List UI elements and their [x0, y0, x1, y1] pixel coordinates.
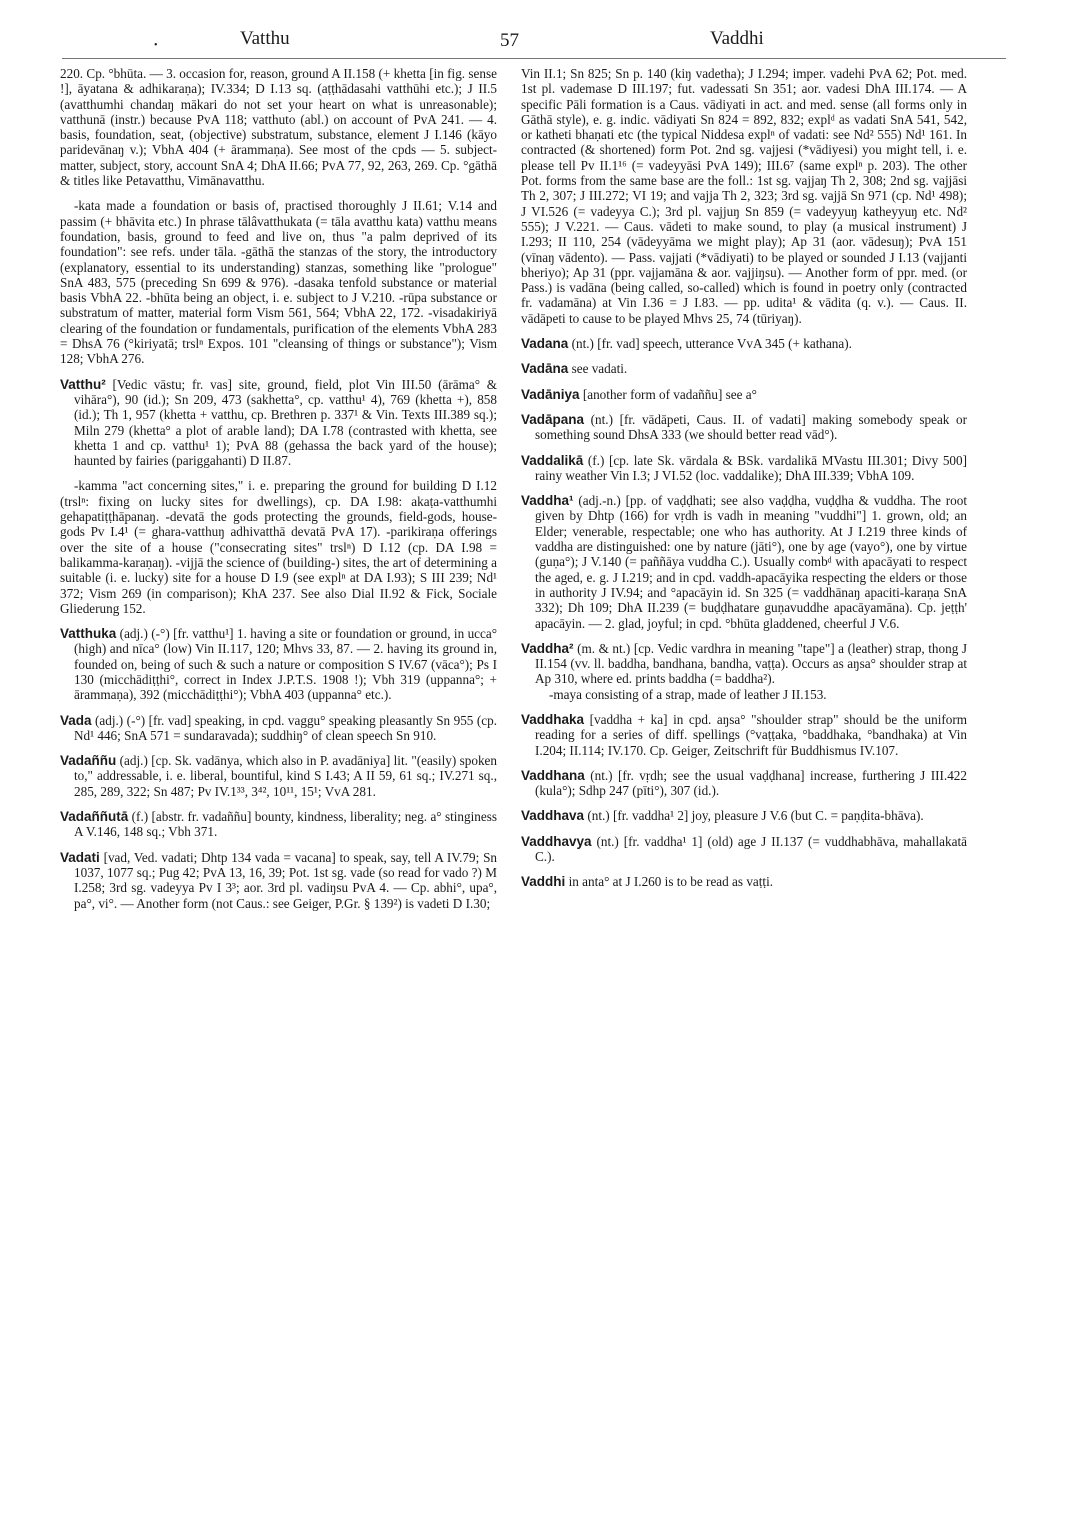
entry-text: (f.) [cp. late Sk. vārdala & BSk. vardalikā MVastu III.301; Divy 500] rainy weather Vin I.3; J VI.52 (loc. vaddalike); DhA III.339; VbhA 109. [535, 452, 967, 483]
entry-vadati [60, 850, 497, 911]
entry-vatthu2-compounds [60, 478, 497, 616]
headword: Vadana [521, 336, 569, 352]
entry-text: (nt.) [fr. vad] speech, utterance VvA 345 (+ kathana). [568, 336, 852, 352]
entry-vadannu [60, 753, 497, 799]
left-column [60, 66, 497, 921]
entry-vaddhava [521, 808, 967, 823]
entry-text: [vaddha + ka] in cpd. aŋsa° "shoulder strap" should be the uniform reading for a series of diff. spellings (°vaṭṭaka, °baddhaka, °bandhaka) at Vin I.204; II.114; IV.170. Cp. Geiger, Zeitschrift für Buddhismus IV.107. [535, 711, 967, 758]
headword: Vadāniya [521, 386, 580, 402]
entry-text: (m. & nt.) [cp. Vedic vardhra in meaning "tape"] a (leather) strap, thong J II.154 (vv. ll. baddha, bandhana, bandha, vaṭṭa). Occurs as aŋsa° shoulder strap at Ap 310, where ed. prints baddha (= baddha²). [535, 640, 967, 687]
entry-text: (nt.) [fr. vādāpeti, Caus. II. of vadati] making somebody speak or something sound DhsA 333 (we should better read vād°). [535, 411, 967, 443]
entry-vatthuka [60, 626, 497, 702]
entry-text: (adj.-n.) [pp. of vaḍḍhati; see also vaḍḍha, vuḍḍha & vuddha. The root given by Dhtp (166) for vṛdh is vadh in meaning "vuddhi"] 1. grown, old; an Elder; venerable, respectable; one who has authority. At J I.219 three kinds of vaddha are distinguished: one by nature (jāti°), one by age (vayo°), one by virtue (guṇa°); J V.140 (= paññāya vuddha C.). Usually combᵈ with apacāyati to respect the aged, e. g. J I.219; and in cpd. vaddh-apacāyika respecting the elders or those in authority J IV.94; and °apacāyin id. Sn 325 (= vaddhānaŋ apaciti-karaṇa SnA 332); Dh 109; DhA II.239 (= buḍḍhatare guṇavuddhe apacāyamāna). Cp. jeṭṭh' apacāyin. — 2. glad, joyful; in cpd. °bhūta gladdened, cheerful J V.6. [535, 493, 967, 631]
headword: Vaddhaka [521, 711, 585, 727]
entry-text: (adj.) [cp. Sk. vadānya, which also in P. avadāniya] lit. "(easily) spoken to," addressable, i. e. liberal, bountiful, kind S I.43; A II 59, 61 sq.; IV.271 sq., 285, 289, 322; Sn 487; Pv IV.1³³, 3⁴², 10¹¹, 15¹; VvA 281. [74, 753, 497, 799]
entry-text: 220. Cp. °bhūta. — 3. occasion for, reason, ground A II.158 (+ khetta [in fig. sense !], āyatana & adhikaraṇa); IV.334; D I.13 sq. (aṭṭhādasahi vatthūhi etc.); J II.5 (avatthumhi chandaŋ mākari do not set your heart on what is unreasonable); vatthunā (instr.) because PvA 118; vatthuto (abl.) on account of PvA 241. — 4. basis, foundation, seat, (objective) substratum, substance, element J I.146 (kāyo paridevānaŋ v.); VbhA 404 (+ ārammaṇa). See most of the cpds — 5. subject-matter, subject, story, account SnA 4; DhA II.66; PvA 77, 92, 263, 269. Cp. °gāthā & titles like Petavatthu, Vimānavatthu. [60, 66, 497, 189]
entry-text: Vin II.1; Sn 825; Sn p. 140 (kiŋ vadetha); J I.294; imper. vadehi PvA 62; Pot. med. 1st pl. vademase D III.197; fut. vadessati Sn 351; aor. vadesi DhA III.174. — A specific Pāli formation is a Caus. vādiyati in act. and med. sense (all forms only in Gāthā style), e. g. indic. vādiyati Sn 824 = 892, 832; explᵈ as vadati SnA 541, 542, or katheti bhaṇati etc (the typical Niddesa explⁿ of vadati: see Nd² 555) Nd¹ 161. In contracted (& shortened) form Pot. 2nd sg. vajjesi (*vādiyesi) you might tell, i. e. please tell Pv II.1¹⁶ (= vadeyyāsi PvA 149); III.6⁷ (same explⁿ p. 203). The other Pot. forms from the same base are the foll.: 1st sg. vajjaŋ Th 2, 308; 2nd sg. vajjāsi Th 2, 307; J III.272; VI 19; and vajja Th 2, 323; 3rd sg. vajjā Sn 971 (cp. Nd¹ 498); J VI.526 (= vadeyya C.); 3rd pl. vajjuŋ Sn 859 (= vadeyyuŋ katheyyuŋ etc. Nd² 555); J V.221. — Caus. vādeti to make sound, to play (a musical instrument) J I.293; II 110, 254 (vādeyyāma we might play); Ap 31 (aor. vādesuŋ); PvA 151 (vīnaŋ vādento). — Pass. vajjati (*vādiyati) to be played or sounded J I.13 (vajjanti bheriyo); Ap 31 (ppr. vajjamāna & aor. vajjiŋsu). — Another form of ppr. med. (or Pass.) is vadāna (being called, so-called) which is found in poetry only (contracted fr. vadamāna) at Vin I.36 = J I.83. — pp. udita¹ & vādita (q. v.). — Caus. II. vādāpeti to cause to be played Mhvs 25, 74 (tūriyaŋ). [521, 66, 967, 326]
header-left-guideword: Vatthu [240, 28, 290, 49]
headword: Vadaññutā [60, 809, 129, 825]
entry-text: -kamma "act concerning sites," i. e. preparing the ground for building D I.12 (trslⁿ: fixing on lucky sites for dwellings), cp. DA I.98: akaṭa-vatthumhi gehapatiṭṭhāpanaŋ. -devatā the gods protecting the grounds, field-gods, house-gods Pv I.4¹ (= ghara-vatthuŋ adhivatthā devatā PvA 17). -parikiraṇa offerings over the site of a house ("consecrating sites" trslⁿ) D I.12 (cp. DA I.98 = balikamma-karaṇaŋ). -vijjā the science of (building-) sites, the art of determining a suitable (i. e. lucky) site for a house D I.9 (see explⁿ at DA I.93); S III 239; Nd¹ 372; Vism 269 (in comparison); KhA 237. See also Dial II.92 & Fick, Sociale Gliederung 152. [60, 478, 497, 616]
entry-text: (nt.) [fr. vaddha¹ 1] (old) age J II.137 (= vuddhabhāva, mahallakatā C.). [535, 833, 967, 865]
headword: Vaddhavya [521, 833, 592, 849]
entry-text: (nt.) [fr. vṛdh; see the usual vaḍḍhana] increase, furthering J III.422 (kula°); Sdhp 247 (pīti°), 307 (id.). [535, 767, 967, 799]
entry-vadati-continuation [521, 66, 967, 326]
headword: Vaddha² [521, 640, 574, 656]
entry-text: see vadati. [568, 361, 628, 377]
entry-text: (nt.) [fr. vaddha¹ 2] joy, pleasure J V.6 (but C. = paṇḍita-bhāva). [584, 808, 924, 824]
entry-text: (adj.) (-°) [fr. vatthu¹] 1. having a site or foundation or ground, in ucca° (high) and nīca° (low) Vin II.117, 120; Mhvs 33, 87. — 2. having its ground in, founded on, being of such & such a nature or composition S IV.67 (vāca°); Ps I 130 (micchādiṭṭhi°, correct in Index J.P.T.S. 1908 !); Vbh 319 (uppanna°; + ārammaṇa), 392 (micchādiṭṭhi°); VbhA 403 (uppanna° etc.). [74, 626, 497, 703]
entry-vaddalika [521, 453, 967, 484]
entry-vaddha2-compound [521, 687, 967, 702]
headword: Vadāna [521, 361, 569, 377]
headword: Vatthu² [60, 376, 106, 392]
entry-vaddhavya [521, 834, 967, 865]
entry-vadaniya [521, 387, 967, 402]
entry-vatthu2 [60, 377, 497, 469]
headword: Vaddhi [521, 874, 566, 890]
entry-text: (f.) [abstr. fr. vadaññu] bounty, kindness, liberality; neg. a° stinginess A V.146, 148 sq.; Vbh 371. [74, 809, 497, 840]
entry-text: (adj.) (-°) [fr. vad] speaking, in cpd. vaggu° speaking pleasantly Sn 955 (cp. Nd¹ 446; SnA 571 = sundaravada); suddhiŋ° of clean speech Sn 910. [74, 712, 497, 743]
entry-text: in anta° at J I.260 is to be read as vaṭṭi. [565, 874, 774, 890]
entry-vatthu1-continuation [60, 66, 497, 188]
entry-vaddha1 [521, 493, 967, 631]
headword: Vatthuka [60, 626, 117, 642]
entry-vaddhaka [521, 712, 967, 758]
entry-text: [another form of vadaññu] see a° [579, 386, 757, 402]
headword: Vadati [60, 849, 100, 865]
column-separator [507, 60, 508, 1420]
headword: Vaddhava [521, 808, 585, 824]
right-column [521, 66, 967, 900]
entry-vadana [521, 336, 967, 351]
entry-vaddhi [521, 874, 967, 889]
entry-vatthu1-compounds [60, 198, 497, 366]
entry-text: [vad, Ved. vadati; Dhtp 134 vada = vacana] to speak, say, tell A IV.79; Sn 1037, 1077 sq.; Pug 42; PvA 13, 16, 39; Pot. 1st sg. vade (so read for vado ?) M I.258; 3rd sg. vadeyya Pv I 3³; aor. 3rd pl. vadiŋsu PvA 4. — Cp. abhi°, upa°, pa°, vi°. — Another form (not Caus.: see Geiger, P.Gr. § 139²) is vadeti D I.30; [74, 849, 497, 911]
entry-vaddha2 [521, 641, 967, 687]
entry-text: -maya consisting of a strap, made of leather J II.153. [549, 686, 827, 702]
header-rule [62, 58, 1006, 59]
header-dot: • [154, 40, 158, 51]
headword: Vaddalikā [521, 452, 584, 468]
headword: Vadāpana [521, 411, 585, 427]
entry-vaddhana [521, 768, 967, 799]
page-number: 57 [500, 30, 519, 51]
entry-vadannuta [60, 809, 497, 840]
headword: Vada [60, 712, 92, 728]
headword: Vaddhana [521, 767, 585, 783]
headword: Vadaññu [60, 753, 117, 769]
page-header [60, 22, 1000, 58]
entry-vadana-long [521, 361, 967, 376]
header-right-guideword: Vaddhi [710, 28, 764, 49]
entry-vadapana [521, 412, 967, 443]
entry-vada [60, 713, 497, 744]
entry-text: [Vedic vāstu; fr. vas] site, ground, field, plot Vin III.50 (ārāma° & vihāra°), 90 (id.); Sn 209, 473 (sakhetta°, cp. vatthu¹ 4), 769 (khetta +), 858 (id.); Th 1, 957 (khetta + vatthu, cp. Brethren p. 337¹ & Vin. Texts III.389 sq.); Miln 279 (khetta° a plot of arable land); DA I.78 (contrasted with khetta, see khetta 1 and cp. vatthu¹ 1); PvA 88 (gehassa the back yard of the house); haunted by fairies (pariggahanti) D II.87. [74, 376, 497, 469]
entry-text: -kata made a foundation or basis of, practised thoroughly J II.61; V.14 and passim (+ bhāvita etc.) In phrase tālâvatthukata (= tāla avatthu kata) vatthu means foundation, basis, ground to feed and live on, thus "a palm deprived of its foundation": see refs. under tāla. -gāthā the stanzas of the story, the introductory (explanatory, essential to its understanding) stanzas, something like "prologue" SnA 483, 575 (preceding Sn 699 & 976). -dasaka tenfold substance or material basis VbhA 22. -bhūta being an object, i. e. subject to J V.210. -rūpa substance or substratum of matter, material form Vism 561, 564; VbhA 22, 172. -visadakiriyā clearing of the foundation or fundamentals, purification of the elements VbhA 283 = DhsA 76 (°kiriyatā; trslⁿ Expos. 101 "cleansing of things or substance"); Vism 128; VbhA 276. [60, 198, 497, 367]
headword: Vaddha¹ [521, 493, 574, 509]
